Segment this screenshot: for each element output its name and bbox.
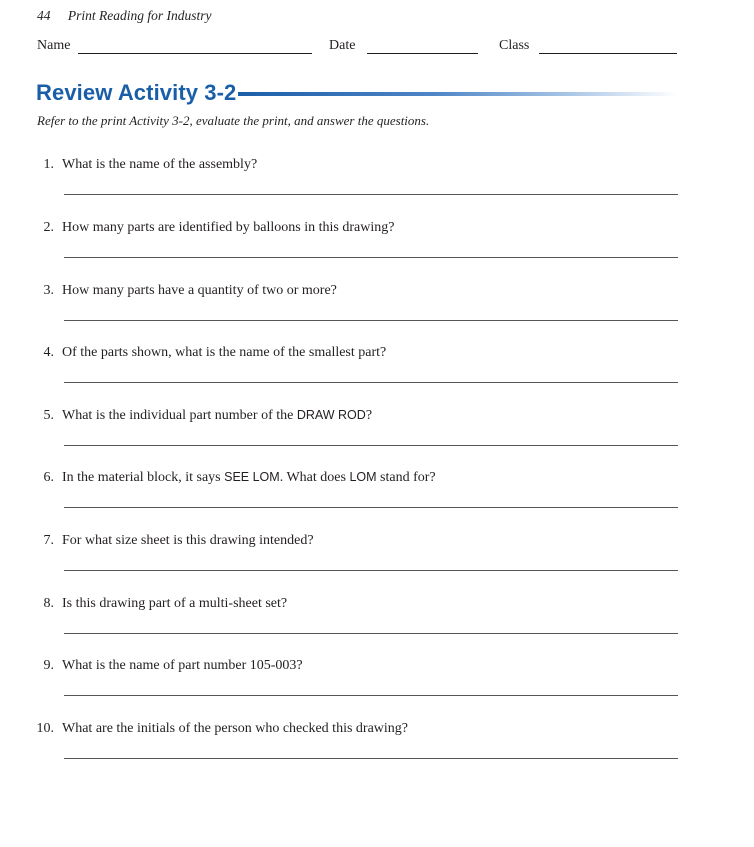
answer-line[interactable] xyxy=(64,633,678,634)
page-number: 44 xyxy=(37,8,51,23)
question-number: 10. xyxy=(36,721,54,736)
question-item xyxy=(0,345,754,395)
question-item xyxy=(0,658,754,708)
question-text: How many parts are identified by balloons in this drawing? xyxy=(62,220,395,235)
answer-line[interactable] xyxy=(64,320,678,321)
class-field[interactable] xyxy=(539,53,677,54)
question-text xyxy=(62,408,372,424)
question-text xyxy=(62,470,436,486)
answer-line[interactable] xyxy=(64,194,678,195)
question-text: What are the initials of the person who checked this drawing? xyxy=(62,721,408,736)
instructions: Refer to the print Activity 3-2, evaluate the print, and answer the questions. xyxy=(37,113,430,128)
question-text: What is the name of part number 105-003? xyxy=(62,658,303,673)
answer-line[interactable] xyxy=(64,382,678,383)
question-text-part: stand for? xyxy=(376,470,436,485)
answer-line[interactable] xyxy=(64,257,678,258)
question-text-part: ? xyxy=(365,408,373,423)
question-item xyxy=(0,283,754,333)
answer-line[interactable] xyxy=(64,507,678,508)
question-term: DRAW ROD xyxy=(296,408,366,422)
question-text: Is this drawing part of a multi-sheet set? xyxy=(62,596,288,611)
name-label: Name xyxy=(37,38,71,53)
question-item xyxy=(0,157,754,207)
question-text: For what size sheet is this drawing intended? xyxy=(62,533,314,548)
running-head xyxy=(37,8,212,24)
question-number: 6. xyxy=(43,470,54,485)
question-term: SEE LOM xyxy=(224,470,280,484)
question-number: 2. xyxy=(43,220,54,235)
answer-line[interactable] xyxy=(64,570,678,571)
answer-line[interactable] xyxy=(64,695,678,696)
name-field[interactable] xyxy=(78,53,312,54)
question-number: 8. xyxy=(43,596,54,611)
class-label: Class xyxy=(499,38,530,53)
book-title: Print Reading for Industry xyxy=(67,8,212,23)
question-term: LOM xyxy=(349,470,377,484)
question-number: 4. xyxy=(43,345,54,360)
question-item xyxy=(0,408,754,458)
question-text: How many parts have a quantity of two or more? xyxy=(62,283,337,298)
page-title: Review Activity 3-2 xyxy=(36,80,237,105)
student-info-line xyxy=(37,38,677,58)
question-text-part: In the material block, it says xyxy=(62,470,225,485)
question-item xyxy=(0,721,754,771)
answer-line[interactable] xyxy=(64,758,678,759)
question-number: 9. xyxy=(43,658,54,673)
answer-line[interactable] xyxy=(64,445,678,446)
question-text: Of the parts shown, what is the name of the smallest part? xyxy=(62,345,387,360)
question-number: 1. xyxy=(43,157,54,172)
question-number: 5. xyxy=(43,408,54,423)
question-item xyxy=(0,220,754,270)
question-number: 3. xyxy=(43,283,54,298)
question-text: What is the name of the assembly? xyxy=(62,157,258,172)
question-text-part: What is the individual part number of the xyxy=(62,408,297,423)
question-number: 7. xyxy=(43,533,54,548)
date-label: Date xyxy=(329,38,356,53)
question-item xyxy=(0,596,754,646)
title-decorative-bar xyxy=(238,92,678,96)
question-text-part: . What does xyxy=(279,470,350,485)
question-item xyxy=(0,470,754,520)
question-item xyxy=(0,533,754,583)
date-field[interactable] xyxy=(367,53,478,54)
